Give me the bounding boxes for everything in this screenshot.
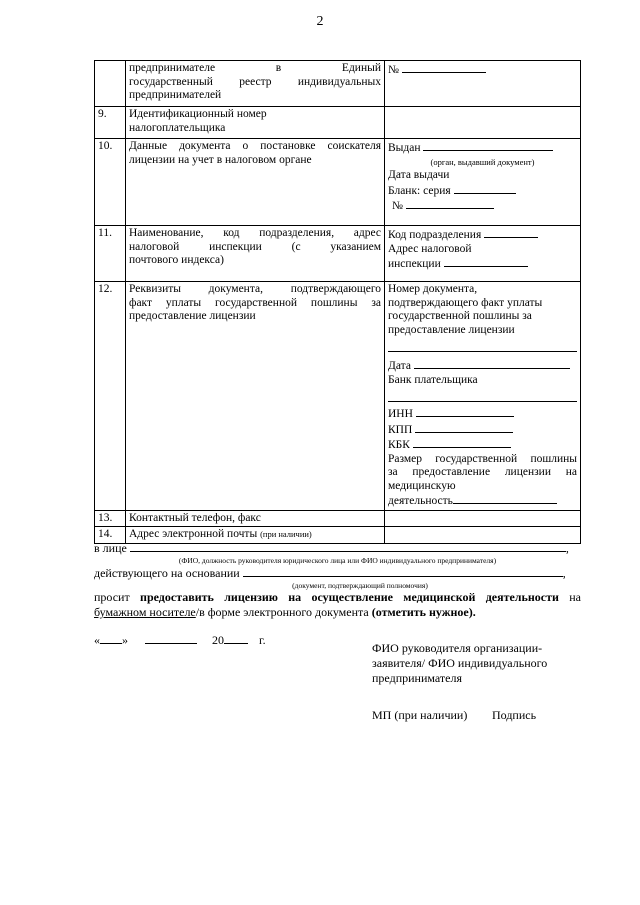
row-label: Контактный телефон, факс	[126, 510, 385, 527]
date-label: Дата	[388, 360, 411, 372]
row-label: Наименование, код подразделения, адрес налоговой инспекции (с указанием почтового индекса)	[126, 226, 385, 282]
phone-field[interactable]	[385, 510, 581, 527]
stamp-label: МП (при наличии)	[372, 708, 468, 722]
code-label: Код подразделения	[388, 229, 482, 241]
row-number: 9.	[95, 107, 126, 139]
kpp-label: КПП	[388, 423, 413, 436]
acting-caption: (документ, подтверждающий полномочия)	[292, 581, 428, 590]
table-row	[95, 282, 581, 511]
request-paragraph: просит предоставить лицензию на осуществление медицинской деятельности на бумажном носителе/в форме электронного документа (отметить нужное).	[94, 590, 582, 619]
table-row	[95, 107, 581, 139]
bank-label: Банк плательщика	[388, 373, 478, 386]
row-label-line: государственный реестр индивидуальных	[129, 75, 381, 88]
row-label: Реквизиты документа, подтверждающего факт уплаты государственной пошлины за предоставление лицензии	[126, 282, 385, 511]
month-input[interactable]	[145, 633, 197, 644]
tax-office-field[interactable]: Код подразделения Адрес налоговой инспекции	[385, 226, 581, 282]
row-label	[126, 61, 385, 107]
blank-series-label: Бланк: серия	[388, 184, 451, 197]
inn-field[interactable]	[385, 107, 581, 139]
application-form-table	[94, 60, 581, 544]
row-label: Идентификационный номер налогоплательщика	[126, 107, 385, 139]
issued-label: Выдан	[388, 142, 421, 154]
row-number: 10.	[95, 139, 126, 226]
row-label: Данные документа о постановке соискателя лицензии на учет в налоговом органе	[126, 139, 385, 226]
table-row	[95, 61, 581, 107]
signature-label: Подпись	[492, 708, 537, 722]
kbk-label: КБК	[388, 439, 410, 451]
day-input[interactable]	[100, 633, 122, 644]
in-person-line: в лице ,	[94, 541, 569, 555]
row-number: 13.	[95, 510, 126, 527]
table-row	[95, 510, 581, 527]
row-number: 12.	[95, 282, 126, 511]
date-line: « » 20 г.	[94, 633, 266, 647]
issue-date-label: Дата выдачи	[388, 169, 450, 181]
number-label: №	[392, 200, 403, 212]
year-input[interactable]	[224, 633, 248, 644]
paper-option[interactable]: бумажном носителе	[94, 605, 196, 619]
row-number: 14.	[95, 527, 126, 544]
tax-registration-field[interactable]	[385, 139, 581, 226]
row-label-line: предпринимателей	[129, 89, 222, 101]
in-person-caption: (ФИО, должность руководителя юридического лица или ФИО индивидуального предпринимателя)	[178, 556, 497, 565]
row-number	[95, 61, 126, 107]
inn-label: ИНН	[388, 408, 413, 420]
in-person-input[interactable]	[130, 551, 566, 552]
state-fee-field[interactable]: Номер документа, подтверждающего факт уплаты государственной пошлины за предоставление лицензии Дата Банк плательщика ИНН КПП КБК Размер государственной пошлины за предоставление лицензии на медицинскую деятельность	[385, 282, 581, 511]
row-number: 11.	[95, 226, 126, 282]
table-row	[95, 226, 581, 282]
issued-caption: (орган, выдавший документ)	[430, 156, 535, 167]
row-label-line: предпринимателе в Единый	[129, 62, 381, 74]
row-label: Адрес электронной почты (при наличии)	[126, 527, 385, 544]
signer-block: ФИО руководителя организации- заявителя/ ФИО индивидуального предпринимателя	[372, 641, 548, 685]
page-number: 2	[316, 14, 324, 29]
registry-number-field[interactable]: №	[385, 61, 581, 107]
table-row	[95, 139, 581, 226]
acting-line: действующего на основании ,	[94, 566, 566, 580]
acting-basis-input[interactable]	[243, 576, 563, 577]
electronic-option[interactable]: /в форме электронного документа	[195, 605, 372, 619]
